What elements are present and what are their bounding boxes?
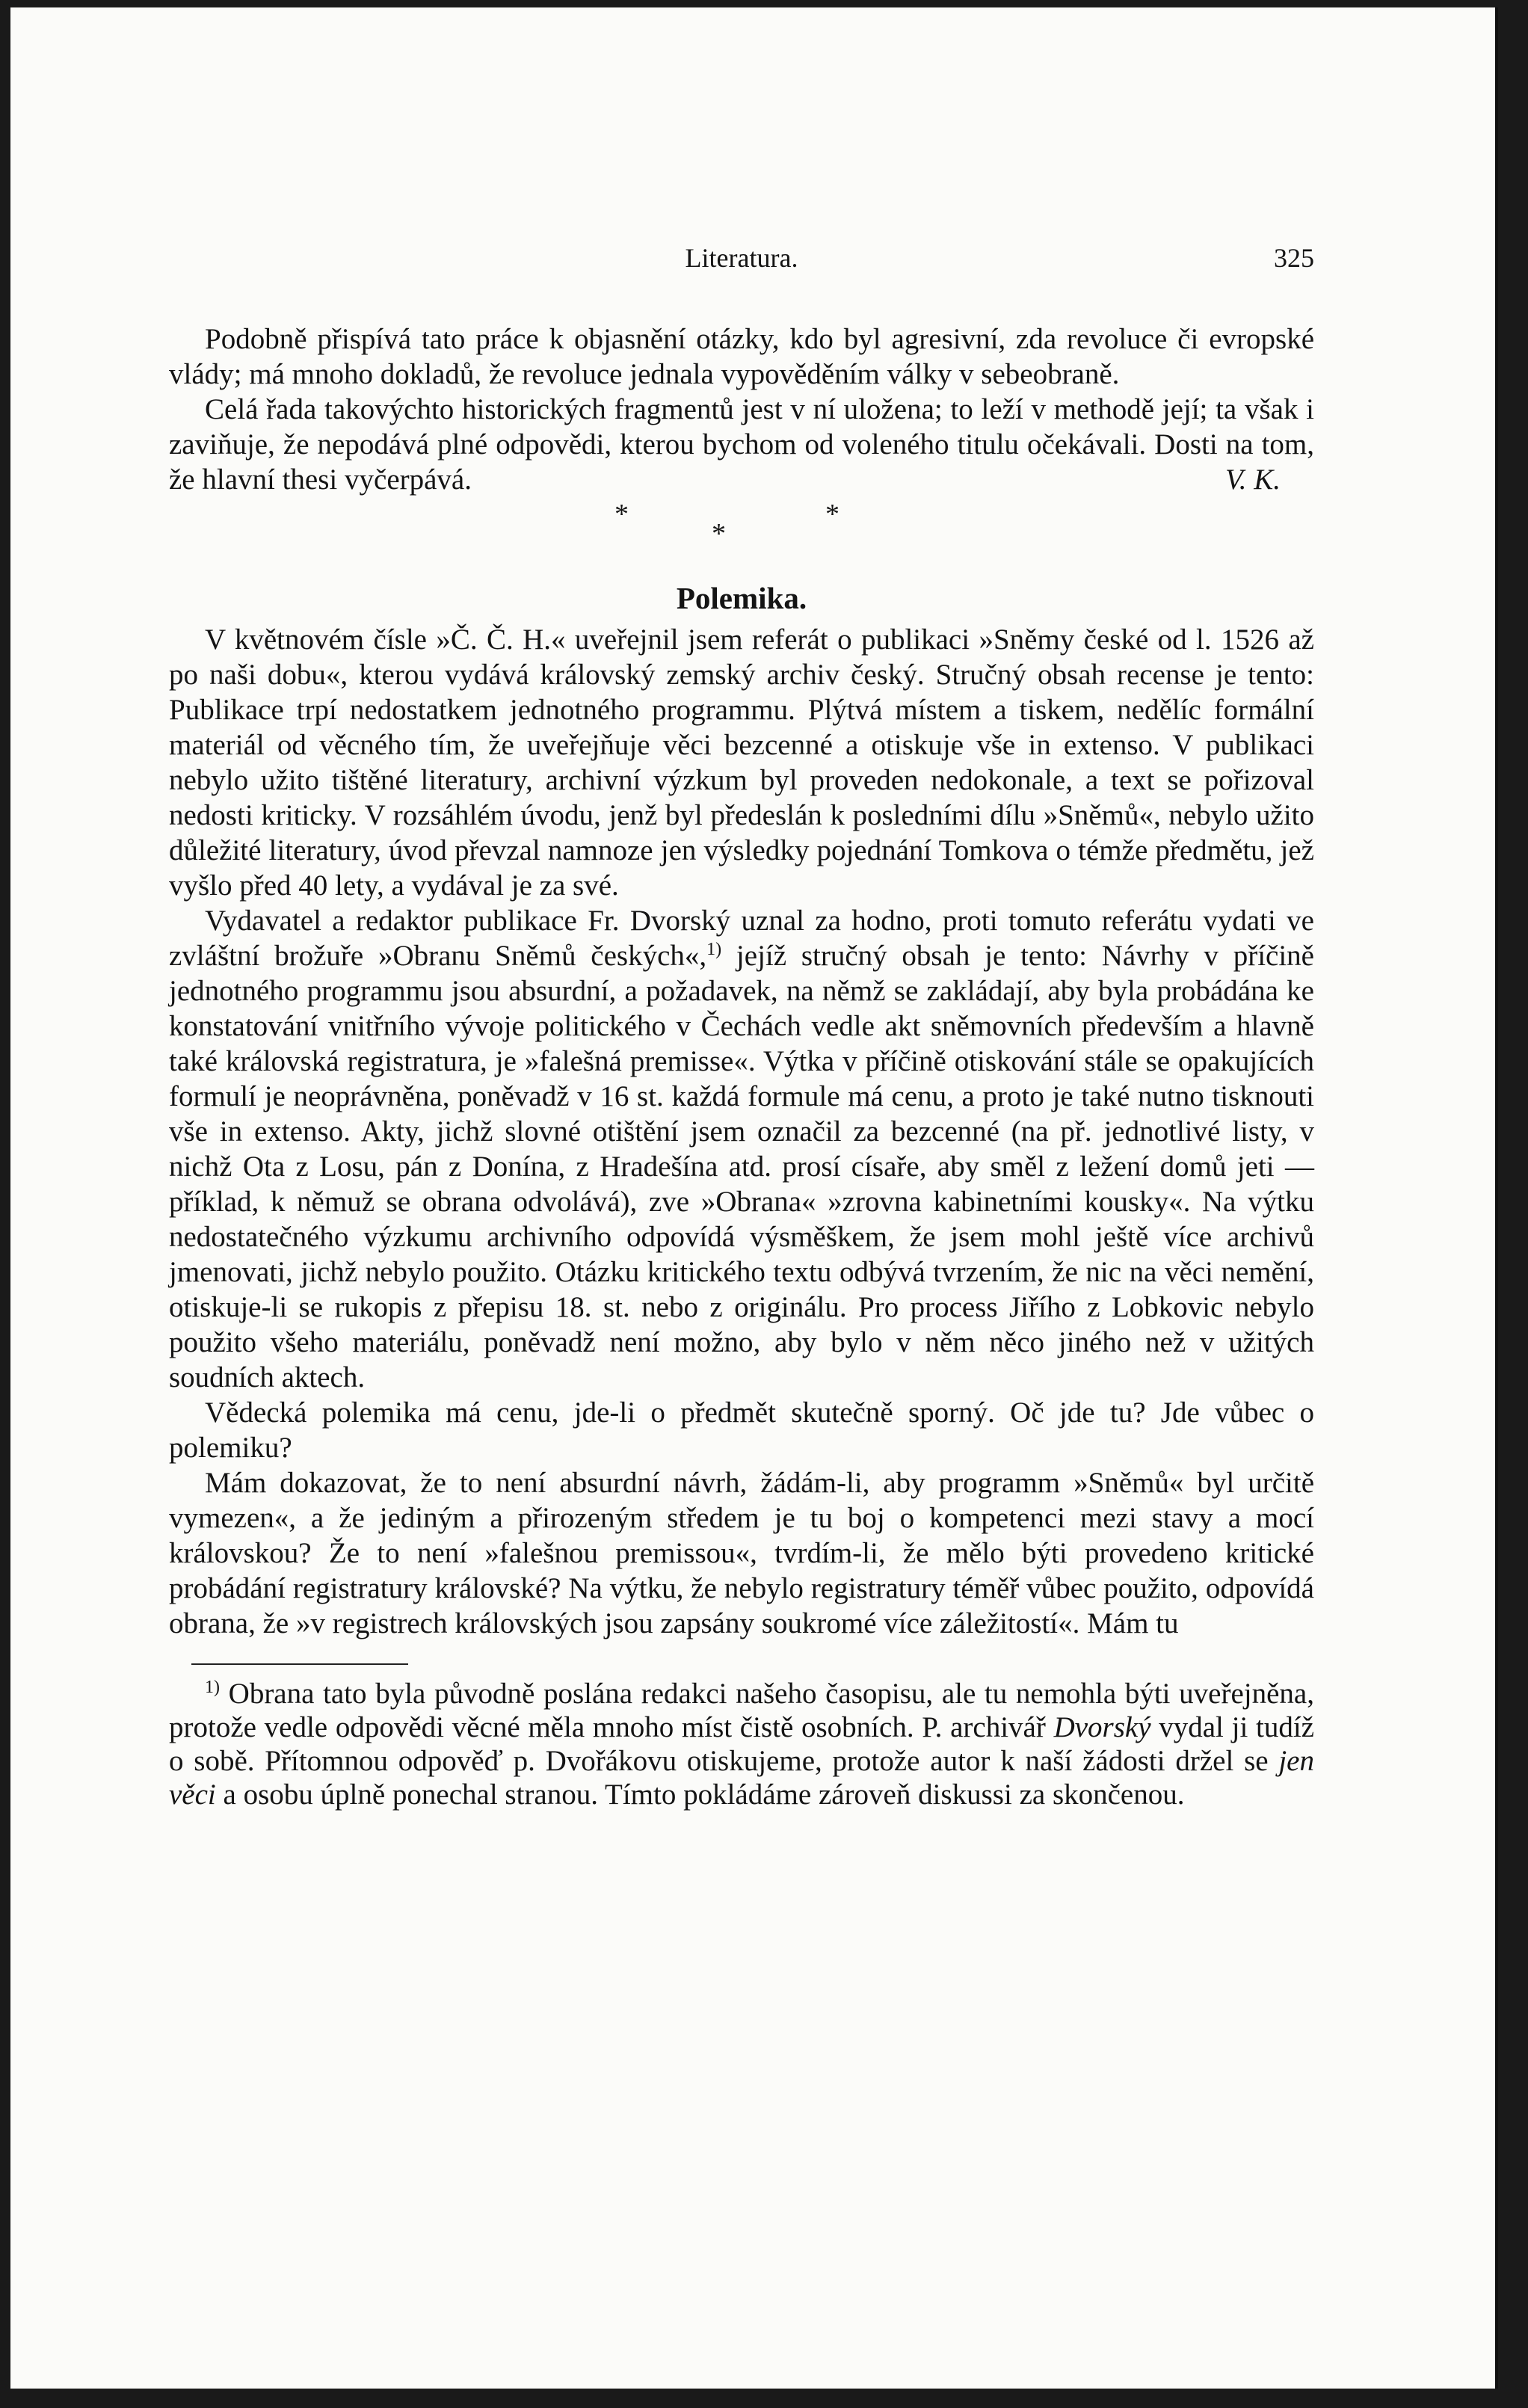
footnote-text-1: Obrana tato byla původně poslána redakci našeho časopisu, ale tu nemohla býti uveřejněna, protože vedle odpovědi věcné měla mnoho míst čistě osobních. P. archivář — [169, 1678, 1314, 1743]
review-section — [169, 321, 1314, 497]
footnote-text-2: vydal ji tudíž o sobě. Přítomnou odpověď p. Dvořákovu otiskujeme, protože autor k naší žádosti držel se — [169, 1711, 1314, 1777]
page-number: 325 — [1274, 243, 1314, 273]
body-paragraph-3: Vědecká polemika má cenu, jde-li o předmět skutečně sporný. Oč jde tu? Jde vůbec o polemiku? — [169, 1397, 1314, 1464]
footnote-rule — [191, 1663, 408, 1665]
footnote-marker: 1) — [205, 1678, 220, 1697]
footnote-reference[interactable]: 1) — [706, 940, 722, 959]
running-title: Literatura. — [685, 243, 798, 273]
polemic-body — [169, 622, 1314, 1641]
review-paragraph-1: Podobně přispívá tato práce k objasnění otázky, kdo byl agresivní, zda revoluce či evropské vlády; má mnoho dokladů, že revoluce jednala vypověděním války v sebeobraně. — [169, 323, 1314, 390]
body-paragraph-4: Mám dokazovat, že to není absurdní návrh, žádám-li, aby programm »Sněmů« byl určitě vymezen«, a že jediným a přirozeným středem je tu boj o kompetenci mezi stavy a mocí královskou? Že to není »falešnou premissou«, tvrdím-li, že mělo býti provedeno kritické probádání registratury královské? Na výtku, že nebylo registratury téměř vůbec použito, odpovídá obrana, že »v registrech královských jsou zapsány soukromé více záležitostí«. Mám tu — [169, 1467, 1314, 1639]
body-paragraph-1: V květnovém čísle »Č. Č. H.« uveřejnil jsem referát o publikaci »Sněmy české od l. 1526 až po naši dobu«, kterou vydává královský zemský archiv český. Stručný obsah recense je tento: Publikace trpí nedostatkem jednotného programmu. Plýtvá místem a tiskem, nedělíc formální materiál od věcného tím, že uveřejňuje věci bezcenné a otiskuje vše in extenso. V publikaci nebylo užito tištěné literatury, archivní výzkum byl proveden nedokonale, a text se pořizoval nedosti kriticky. V rozsáhlém úvodu, jenž byl předeslán k posledními dílu »Sněmů«, nebylo užito důležité literatury, úvod převzal namnoze jen výsledky pojednání Tomkova o témže předmětu, jež vyšlo před 40 lety, a vydával je za své. — [169, 623, 1314, 902]
footnote-name: Dvorský — [1053, 1711, 1151, 1743]
body-paragraph-2-start: Vydavatel a redaktor publikace Fr. Dvorský uznal za hodno, proti tomuto referátu vydati ve zvláštní brožuře »Obranu Sněmů českých«, — [169, 905, 1314, 972]
body-paragraph-2 — [169, 903, 1314, 1395]
scan-edge-right — [1495, 7, 1498, 2389]
footnote-emphasis: jen věci — [169, 1745, 1314, 1811]
review-paragraph-2 — [169, 392, 1314, 497]
separator-star-center: * — [712, 518, 726, 549]
section-separator — [169, 497, 1314, 549]
review-paragraph-2-text: Celá řada takovýchto historických fragmentů jest v ní uložena; to leží v methodě její; ta však i zaviňuje, že nepodává plné odpovědi, kterou bychom od voleného titulu očekávali. Dosti na tom, že hlavní thesi vyčerpává. — [169, 393, 1314, 496]
section-heading: Polemika. — [676, 581, 807, 615]
separator-star-left: * — [614, 499, 629, 530]
footnote — [169, 1677, 1314, 1811]
document-page — [169, 241, 1314, 1811]
review-signature: V. K. — [1224, 464, 1281, 496]
body-paragraph-2-rest: jejíž stručný obsah je tento: Návrhy v příčině jednotného programmu jsou absurdní, a požadavek, na němž se zakládají, aby byla probádána ke konstatování vnitřního vývoje politického v Čechách vedle akt sněmovních především a hlavně také královská registratura, je »falešná premisse«. Výtka v příčině otiskování stále se opakujících formulí je neoprávněna, poněvadž v 16 st. každá formule má cenu, a proto je také nutno tisknouti vše in extenso. Akty, jichž slovné otištění jsem označil za bezcenné (na př. jednotlivé listy, v nichž Ota z Losu, pán z Donína, z Hradešína atd. prosí císaře, aby směl z ležení domů jeti — příklad, k němuž se obrana odvolává), zve »Obrana« »zrovna kabinetními kousky«. Na výtku nedostatečného výzkumu archivního odpovídá výsměškem, že jsem mohl ještě více archivů jmenovati, jichž nebylo použito. Otázku kritického textu odbývá tvrzením, že nic na věci nemění, otiskuje-li se rukopis z přepisu 18. st. nebo z originálu. Pro process Jiřího z Lobkovic nebylo použito všeho materiálu, poněvadž není možno, aby bylo v něm něco jiného než v užitých soudních aktech. — [169, 940, 1314, 1394]
separator-star-right: * — [825, 499, 840, 530]
running-header — [169, 241, 1314, 278]
footnote-text-3: a osobu úplně ponechal stranou. Tímto pokládáme zároveň diskussi za skončenou. — [215, 1779, 1185, 1811]
